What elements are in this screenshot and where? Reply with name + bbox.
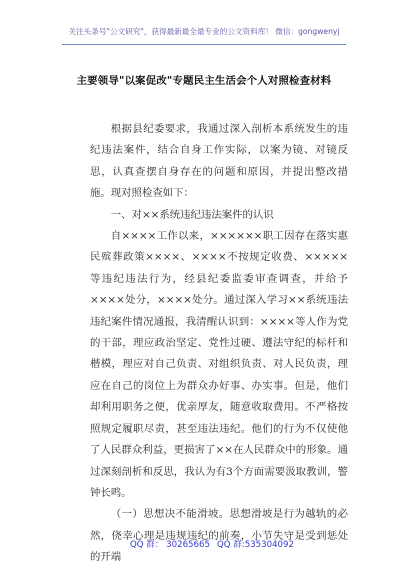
document-body bbox=[90, 119, 348, 569]
footer-qq-group-2: QQ 群:535304092 bbox=[217, 540, 294, 550]
paragraph-point-1: （一）思想决不能滑坡。思想滑坡是行为越轨的必然，侥幸心理是违规违纪的前奏，小节失守是受到惩处的开端 bbox=[90, 508, 348, 564]
section-heading: 一、对××系统违纪违法案件的认识 bbox=[110, 208, 274, 221]
header-notice: 关注头条号"公文研究"，获得最新最全最专业的公文资料库！ 微信：gongwenyj bbox=[68, 27, 340, 36]
paragraph-intro: 根据县纪委要求，我通过深入剖析本系统发生的违纪违法案件，结合自身工作实际，以案为镜、对镜反思，认真查摆自身存在的问题和原因，并提出整改措施。现对照检查如下： bbox=[90, 123, 348, 200]
document-title: 主要领导"以案促改"专题民主生活会个人对照检查材料 bbox=[76, 75, 332, 87]
footer-qq-group-1: QQ 群： 30265665 bbox=[130, 540, 210, 550]
header-divider bbox=[62, 44, 346, 45]
paragraph-case: 自××××工作以来，××××××职工因存在落实惠民殡葬政策××××、××××不按规定收费、×××××等违纪违法行为，经县纪委监委审查调查，并给予××××处分，××××处分。通过深入学习××系统违法违纪案件情况通报，我清醒认识到：××××等人作为党的干部，理应政治坚定、党性过硬、遵法守纪的标杆和楷模，理应对自己负责、对组织负责、对人民负责，理应在自己的岗位上为群众办好事、办实事。但是，他们却利用职务之便，优亲厚友，随意收取费用。不严格按照规定履职尽责，甚至违法违纪。他们的行为不仅使他了人民群众利益，更损害了××在人民群众中的形象。通过深刻剖析和反思，我认为有3个方面需要汲取教训，警钟长鸣。 bbox=[90, 230, 348, 499]
